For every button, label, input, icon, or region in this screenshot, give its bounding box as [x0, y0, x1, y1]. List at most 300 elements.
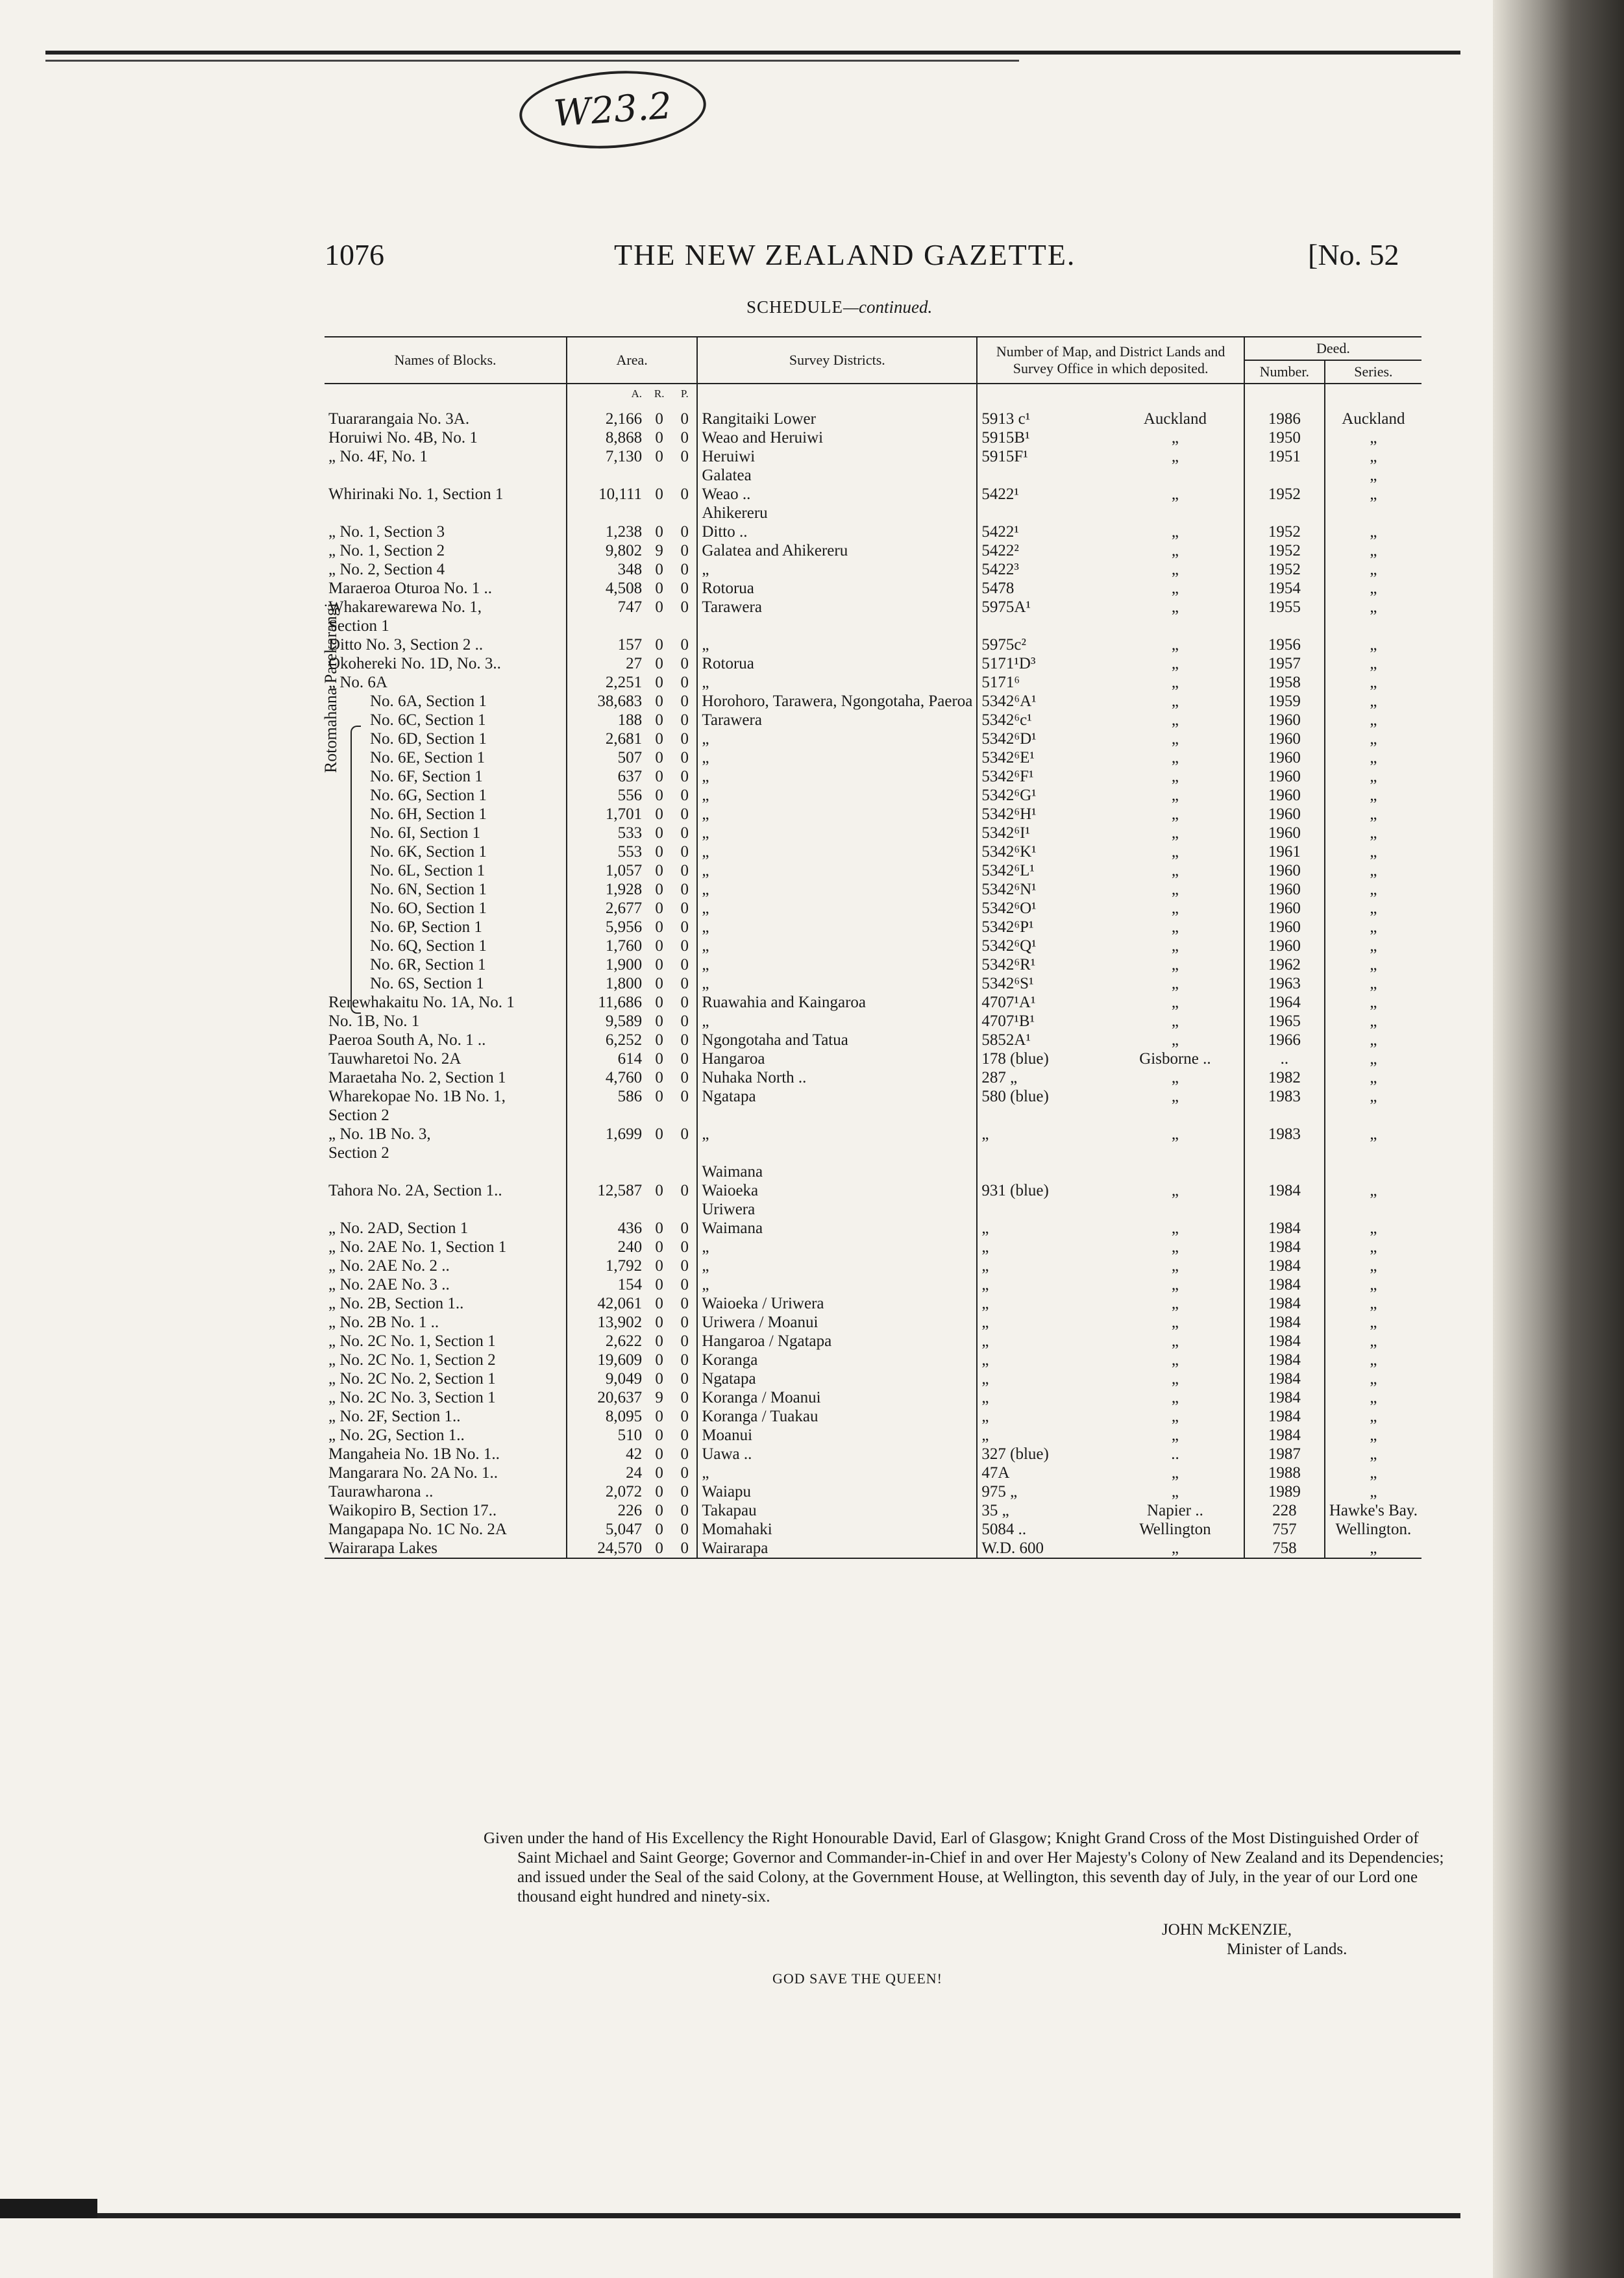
- area-acres: 510: [567, 1426, 646, 1445]
- map-number: 4707¹A¹: [977, 993, 1107, 1012]
- map-number: 5342⁶O¹: [977, 899, 1107, 918]
- survey-office: „: [1171, 994, 1179, 1011]
- area-roods: 0: [655, 523, 663, 541]
- deed-number: 1955: [1244, 598, 1325, 617]
- area-acres: 226: [567, 1501, 646, 1520]
- deed-series: [1325, 504, 1421, 522]
- map-number: „: [977, 1369, 1107, 1388]
- area-roods: 0: [655, 636, 663, 654]
- survey-office: [1107, 466, 1244, 485]
- map-number: 5342⁶E¹: [977, 748, 1107, 767]
- map-number: 287 „: [977, 1068, 1107, 1087]
- deed-series: „: [1325, 654, 1421, 673]
- area-perches: 0: [680, 994, 689, 1011]
- deed-series: Wellington.: [1325, 1520, 1421, 1539]
- survey-office: „: [1171, 1238, 1179, 1256]
- deed-series: „: [1325, 993, 1421, 1012]
- survey-office: Gisborne ..: [1139, 1050, 1211, 1068]
- survey-office: „: [1171, 975, 1179, 992]
- area-perches: [672, 1106, 697, 1125]
- area-perches: 0: [680, 900, 689, 917]
- deed-number: [1244, 1106, 1325, 1125]
- deed-number: 1960: [1244, 711, 1325, 729]
- area-perches: 0: [680, 523, 689, 541]
- table-row: [325, 617, 1421, 635]
- area-roods: 0: [655, 1314, 663, 1331]
- deed-number: 1984: [1244, 1294, 1325, 1313]
- area-roods: 0: [655, 1012, 663, 1030]
- block-name: Wairarapa Lakes: [328, 1539, 438, 1557]
- deed-series: [1325, 1106, 1421, 1125]
- area-acres: 6,252: [567, 1031, 646, 1049]
- map-number: 5342⁶A¹: [977, 692, 1107, 711]
- survey-office: „: [1171, 1408, 1179, 1425]
- map-number: 5915F¹: [977, 447, 1107, 466]
- area-perches: 0: [680, 881, 689, 898]
- block-name: No. 6K, Section 1: [370, 843, 487, 861]
- map-number: 327 (blue): [977, 1445, 1107, 1464]
- area-roods: [646, 1106, 672, 1125]
- survey-office: [1107, 1144, 1244, 1162]
- area-roods: 0: [655, 1219, 663, 1237]
- deed-number: 1965: [1244, 1012, 1325, 1031]
- survey-district: Waimana: [697, 1162, 977, 1181]
- deed-number: 1984: [1244, 1332, 1325, 1351]
- deed-series: „: [1325, 522, 1421, 541]
- deed-series: „: [1325, 1539, 1421, 1558]
- area-perches: [672, 466, 697, 485]
- area-perches: 0: [680, 918, 689, 936]
- survey-district: Uriwera: [697, 1200, 977, 1219]
- area-roods: 0: [655, 1295, 663, 1312]
- survey-district: „: [697, 824, 977, 842]
- block-name: No. 6E, Section 1: [370, 749, 486, 766]
- area-perches: 0: [680, 1219, 689, 1237]
- deed-series: „: [1325, 842, 1421, 861]
- deed-series: „: [1325, 1219, 1421, 1238]
- area-perches: 0: [680, 655, 689, 672]
- survey-district: „: [697, 635, 977, 654]
- area-perches: 0: [680, 429, 689, 447]
- deed-series: „: [1325, 1407, 1421, 1426]
- area-perches: 0: [680, 1276, 689, 1293]
- survey-district: „: [697, 560, 977, 579]
- area-perches: 0: [680, 749, 689, 766]
- map-number: 5171⁶: [977, 673, 1107, 692]
- table-row: [325, 748, 1421, 767]
- deed-number: ..: [1244, 1049, 1325, 1068]
- area-acres: 12,587: [567, 1181, 646, 1200]
- map-number: 5342⁶L¹: [977, 861, 1107, 880]
- area-acres: 1,792: [567, 1256, 646, 1275]
- table-row: [325, 937, 1421, 955]
- unit-roods: R.: [654, 387, 665, 400]
- map-number: 5342⁶F¹: [977, 767, 1107, 786]
- deed-series: „: [1325, 673, 1421, 692]
- area-acres: 1,701: [567, 805, 646, 824]
- deed-number: 757: [1244, 1520, 1325, 1539]
- area-acres: 9,802: [567, 541, 646, 560]
- area-roods: 9: [655, 542, 663, 559]
- survey-office: „: [1171, 1539, 1179, 1557]
- deed-series: „: [1325, 974, 1421, 993]
- table-row: [325, 428, 1421, 447]
- block-name: No. 6P, Section 1: [370, 918, 482, 936]
- map-number: [977, 466, 1107, 485]
- area-perches: [672, 504, 697, 522]
- area-perches: 0: [680, 1483, 689, 1500]
- bottom-rule: [45, 2213, 1460, 2218]
- block-name: No. 6S, Section 1: [370, 975, 484, 992]
- area-acres: [567, 466, 646, 485]
- map-number: „: [977, 1407, 1107, 1426]
- map-number: 5915B¹: [977, 428, 1107, 447]
- map-number: 5422²: [977, 541, 1107, 560]
- deed-number: 1982: [1244, 1068, 1325, 1087]
- block-name: Maraetaha No. 2, Section 1: [328, 1069, 506, 1086]
- survey-office: „: [1171, 429, 1179, 447]
- deed-number: 1984: [1244, 1219, 1325, 1238]
- area-acres: 9,589: [567, 1012, 646, 1031]
- deed-number: [1244, 617, 1325, 635]
- deed-series: Auckland: [1325, 403, 1421, 428]
- deed-series: „: [1325, 1464, 1421, 1482]
- survey-office: „: [1171, 523, 1179, 541]
- map-number: 5478: [977, 579, 1107, 598]
- survey-district: Ditto ..: [697, 522, 977, 541]
- table-row: [325, 1162, 1421, 1181]
- survey-district: „: [697, 729, 977, 748]
- schedule-continued: —continued.: [843, 297, 933, 317]
- map-number: „: [977, 1294, 1107, 1313]
- survey-district: Horohoro, Tarawera, Ngongotaha, Paeroa: [697, 692, 977, 711]
- block-name: [325, 1162, 567, 1181]
- table-row: [325, 598, 1421, 617]
- table-row: [325, 1501, 1421, 1520]
- given-under-text: Given under the hand of His Excellency the Right Honourable David, Earl of Glasgow; Knight Grand Cross of the Most Distinguished Order of Saint Michael and Saint George; Governor and Commander-in-Chief in and over Her Majesty's Colony of New Zealand and its Dependencies; and issued under the Seal of the said Colony, at the Government House, at Wellington, this seventh day of July, in the year of our Lord one thousand eight hundred and ninety-six.: [484, 1830, 1444, 1905]
- table-row: [325, 1068, 1421, 1087]
- area-acres: 9,049: [567, 1369, 646, 1388]
- area-roods: 0: [655, 975, 663, 992]
- block-name: No. 6Q, Section 1: [370, 937, 487, 955]
- area-perches: 0: [680, 561, 689, 578]
- map-number: 5422¹: [977, 522, 1107, 541]
- map-number: 4707¹B¹: [977, 1012, 1107, 1031]
- deed-number: 1960: [1244, 918, 1325, 937]
- survey-district: Tarawera: [697, 711, 977, 729]
- area-roods: 0: [655, 674, 663, 691]
- survey-office: „: [1171, 561, 1179, 578]
- area-roods: 0: [655, 692, 663, 710]
- survey-district: „: [697, 1238, 977, 1256]
- table-row: [325, 1106, 1421, 1125]
- map-number: „: [977, 1219, 1107, 1238]
- area-roods: 0: [655, 1370, 663, 1388]
- deed-series: „: [1325, 1426, 1421, 1445]
- survey-district: „: [697, 918, 977, 937]
- block-name: Section 2: [328, 1107, 389, 1124]
- area-perches: 0: [680, 956, 689, 974]
- area-acres: [567, 504, 646, 522]
- survey-district: Rangitaiki Lower: [697, 403, 977, 428]
- block-name: „ No. 1, Section 3: [328, 523, 445, 541]
- table-row: [325, 635, 1421, 654]
- survey-office: [1107, 617, 1244, 635]
- deed-number: 1984: [1244, 1388, 1325, 1407]
- area-roods: 0: [655, 485, 663, 503]
- col-map: Number of Map, and District Lands and Survey Office in which deposited.: [977, 337, 1244, 384]
- table-row: [325, 1144, 1421, 1162]
- table-row: [325, 1351, 1421, 1369]
- area-acres: 8,095: [567, 1407, 646, 1426]
- table-row: [325, 692, 1421, 711]
- survey-district: „: [697, 748, 977, 767]
- signatory-title: Minister of Lands.: [1227, 1941, 1347, 1958]
- survey-office: „: [1171, 900, 1179, 917]
- block-name: Paeroa South A, No. 1 ..: [328, 1031, 486, 1049]
- block-name: „ No. 2C No. 2, Section 1: [328, 1370, 496, 1388]
- deed-number: 1960: [1244, 880, 1325, 899]
- area-roods: 0: [655, 805, 663, 823]
- map-number: „: [977, 1426, 1107, 1445]
- survey-office: „: [1171, 956, 1179, 974]
- signatory: JOHN McKENZIE,: [1162, 1921, 1292, 1939]
- deed-number: 1956: [1244, 635, 1325, 654]
- area-roods: 0: [655, 429, 663, 447]
- area-perches: [672, 1200, 697, 1219]
- area-perches: 0: [680, 598, 689, 616]
- table-row: [325, 1256, 1421, 1275]
- deed-series: „: [1325, 1332, 1421, 1351]
- unit-acres: A.: [567, 384, 646, 403]
- schedule-heading: [746, 297, 932, 317]
- map-number: 35 „: [977, 1501, 1107, 1520]
- table-row: [325, 861, 1421, 880]
- table-row: [325, 1426, 1421, 1445]
- map-number: „: [977, 1351, 1107, 1369]
- deed-number: 1984: [1244, 1407, 1325, 1426]
- area-acres: 436: [567, 1219, 646, 1238]
- deed-series: „: [1325, 729, 1421, 748]
- survey-office: [1107, 1162, 1244, 1181]
- block-name: Whirinaki No. 1, Section 1: [328, 485, 504, 503]
- bottom-block: [0, 2199, 97, 2218]
- deed-number: 1952: [1244, 522, 1325, 541]
- deed-number: 1960: [1244, 729, 1325, 748]
- map-number: „: [977, 1275, 1107, 1294]
- area-acres: 13,902: [567, 1313, 646, 1332]
- block-name: No. 6F, Section 1: [370, 768, 483, 785]
- col-names: Names of Blocks.: [325, 337, 567, 384]
- area-roods: [646, 1200, 672, 1219]
- area-acres: 4,760: [567, 1068, 646, 1087]
- area-perches: 0: [680, 1069, 689, 1086]
- survey-district: Ruawahia and Kaingaroa: [697, 993, 977, 1012]
- deed-series: [1325, 1200, 1421, 1219]
- survey-district: Ngatapa: [697, 1087, 977, 1106]
- survey-office: „: [1171, 1069, 1179, 1086]
- area-roods: 0: [655, 1464, 663, 1482]
- block-name: [325, 504, 567, 522]
- survey-district: Uriwera / Moanui: [697, 1313, 977, 1332]
- area-acres: 24,570: [567, 1539, 646, 1558]
- page-edge-shadow: [1493, 0, 1624, 2278]
- deed-number: 1963: [1244, 974, 1325, 993]
- deed-series: [1325, 1162, 1421, 1181]
- table-row: [325, 1087, 1421, 1106]
- table-row: [325, 729, 1421, 748]
- area-perches: 0: [680, 937, 689, 955]
- area-roods: 0: [655, 1427, 663, 1444]
- area-perches: 0: [680, 1389, 689, 1406]
- deed-series: „: [1325, 880, 1421, 899]
- area-acres: 1,238: [567, 522, 646, 541]
- deed-number: [1244, 1144, 1325, 1162]
- area-perches: 0: [680, 1182, 689, 1199]
- area-perches: 0: [680, 1427, 689, 1444]
- block-name: Section 1: [328, 617, 389, 635]
- map-number: 5422¹: [977, 485, 1107, 504]
- area-perches: 0: [680, 1125, 689, 1143]
- deed-number: 1989: [1244, 1482, 1325, 1501]
- area-acres: [567, 1200, 646, 1219]
- deed-series: „: [1325, 485, 1421, 504]
- area-roods: 0: [655, 1088, 663, 1105]
- area-acres: [567, 1144, 646, 1162]
- survey-district: Ngongotaha and Tatua: [697, 1031, 977, 1049]
- area-acres: 637: [567, 767, 646, 786]
- map-number: 5342⁶G¹: [977, 786, 1107, 805]
- area-perches: 0: [680, 692, 689, 710]
- col-deed-series: Series.: [1325, 360, 1421, 384]
- survey-office: „: [1171, 862, 1179, 879]
- deed-series: „: [1325, 748, 1421, 767]
- deed-number: 1964: [1244, 993, 1325, 1012]
- deed-number: 1960: [1244, 748, 1325, 767]
- area-perches: 0: [680, 805, 689, 823]
- deed-number: 1966: [1244, 1031, 1325, 1049]
- table-row: [325, 880, 1421, 899]
- survey-district: „: [697, 673, 977, 692]
- area-roods: 0: [655, 787, 663, 804]
- deed-number: 228: [1244, 1501, 1325, 1520]
- deed-number: 1986: [1244, 403, 1325, 428]
- block-name: Section 2: [328, 1144, 389, 1162]
- map-number: 580 (blue): [977, 1087, 1107, 1106]
- area-roods: 0: [655, 937, 663, 955]
- deed-series: „: [1325, 937, 1421, 955]
- area-acres: 1,928: [567, 880, 646, 899]
- area-perches: 0: [680, 1295, 689, 1312]
- block-name: [325, 1200, 567, 1219]
- deed-number: [1244, 466, 1325, 485]
- area-acres: 8,868: [567, 428, 646, 447]
- survey-office: „: [1171, 1464, 1179, 1482]
- area-perches: 0: [680, 1370, 689, 1388]
- survey-district: Takapau: [697, 1501, 977, 1520]
- area-roods: 0: [655, 994, 663, 1011]
- table-row: [325, 1031, 1421, 1049]
- area-perches: 0: [680, 1502, 689, 1519]
- area-acres: 586: [567, 1087, 646, 1106]
- area-perches: 0: [680, 730, 689, 748]
- top-rule: [45, 51, 1460, 55]
- deed-series: „: [1325, 1275, 1421, 1294]
- block-name: Waikopiro B, Section 17..: [328, 1502, 497, 1519]
- deed-series: „: [1325, 635, 1421, 654]
- survey-office: „: [1171, 580, 1179, 597]
- group-side-label: Rotomahana Parekarangi: [321, 602, 340, 774]
- table-row: [325, 1275, 1421, 1294]
- group-brace: [351, 726, 361, 1014]
- deed-number: 1960: [1244, 937, 1325, 955]
- deed-number: 1962: [1244, 955, 1325, 974]
- deed-number: [1244, 504, 1325, 522]
- deed-series: „: [1325, 1388, 1421, 1407]
- area-roods: 0: [655, 598, 663, 616]
- survey-office: Wellington: [1139, 1521, 1211, 1538]
- deed-series: „: [1325, 1125, 1421, 1144]
- area-roods: 0: [655, 749, 663, 766]
- survey-district: Wairarapa: [697, 1539, 977, 1558]
- area-acres: 157: [567, 635, 646, 654]
- survey-district: Waioeka / Uriwera: [697, 1294, 977, 1313]
- area-roods: 0: [655, 1445, 663, 1463]
- table-row: [325, 466, 1421, 485]
- area-roods: 0: [655, 1502, 663, 1519]
- block-name: Tahora No. 2A, Section 1..: [328, 1182, 502, 1199]
- deed-series: [1325, 1144, 1421, 1162]
- table-row: [325, 1388, 1421, 1407]
- deed-number: 1984: [1244, 1426, 1325, 1445]
- block-name: No. 6N, Section 1: [370, 881, 487, 898]
- block-name: „ No. 2B No. 1 ..: [328, 1314, 439, 1331]
- area-acres: 747: [567, 598, 646, 617]
- block-name: Whakarewarewa No. 1,: [328, 598, 482, 616]
- area-perches: [672, 1144, 697, 1162]
- table-row: [325, 899, 1421, 918]
- map-number: 5342⁶H¹: [977, 805, 1107, 824]
- block-name: Wharekopae No. 1B No. 1,: [328, 1088, 506, 1105]
- survey-office: „: [1171, 1125, 1179, 1143]
- map-number: 5342⁶D¹: [977, 729, 1107, 748]
- table-row: [325, 824, 1421, 842]
- survey-district: „: [697, 899, 977, 918]
- area-acres: 2,166: [567, 403, 646, 428]
- block-name: „ No. 2AE No. 1, Section 1: [328, 1238, 507, 1256]
- area-acres: 11,686: [567, 993, 646, 1012]
- area-roods: 0: [655, 918, 663, 936]
- area-acres: 1,699: [567, 1125, 646, 1144]
- block-name: „ No. 2, Section 4: [328, 561, 445, 578]
- survey-office: „: [1171, 655, 1179, 672]
- block-name: „ No. 1, Section 2: [328, 542, 445, 559]
- area-roods: [646, 466, 672, 485]
- area-perches: 0: [680, 1238, 689, 1256]
- deed-number: 1983: [1244, 1087, 1325, 1106]
- area-acres: 10,111: [567, 485, 646, 504]
- area-roods: 0: [655, 862, 663, 879]
- survey-district: Koranga: [697, 1351, 977, 1369]
- deed-series: „: [1325, 1012, 1421, 1031]
- deed-number: 1958: [1244, 673, 1325, 692]
- area-acres: 507: [567, 748, 646, 767]
- deed-number: 1984: [1244, 1313, 1325, 1332]
- deed-number: 1987: [1244, 1445, 1325, 1464]
- survey-district: „: [697, 1012, 977, 1031]
- deed-series: „: [1325, 918, 1421, 937]
- area-perches: 0: [680, 448, 689, 465]
